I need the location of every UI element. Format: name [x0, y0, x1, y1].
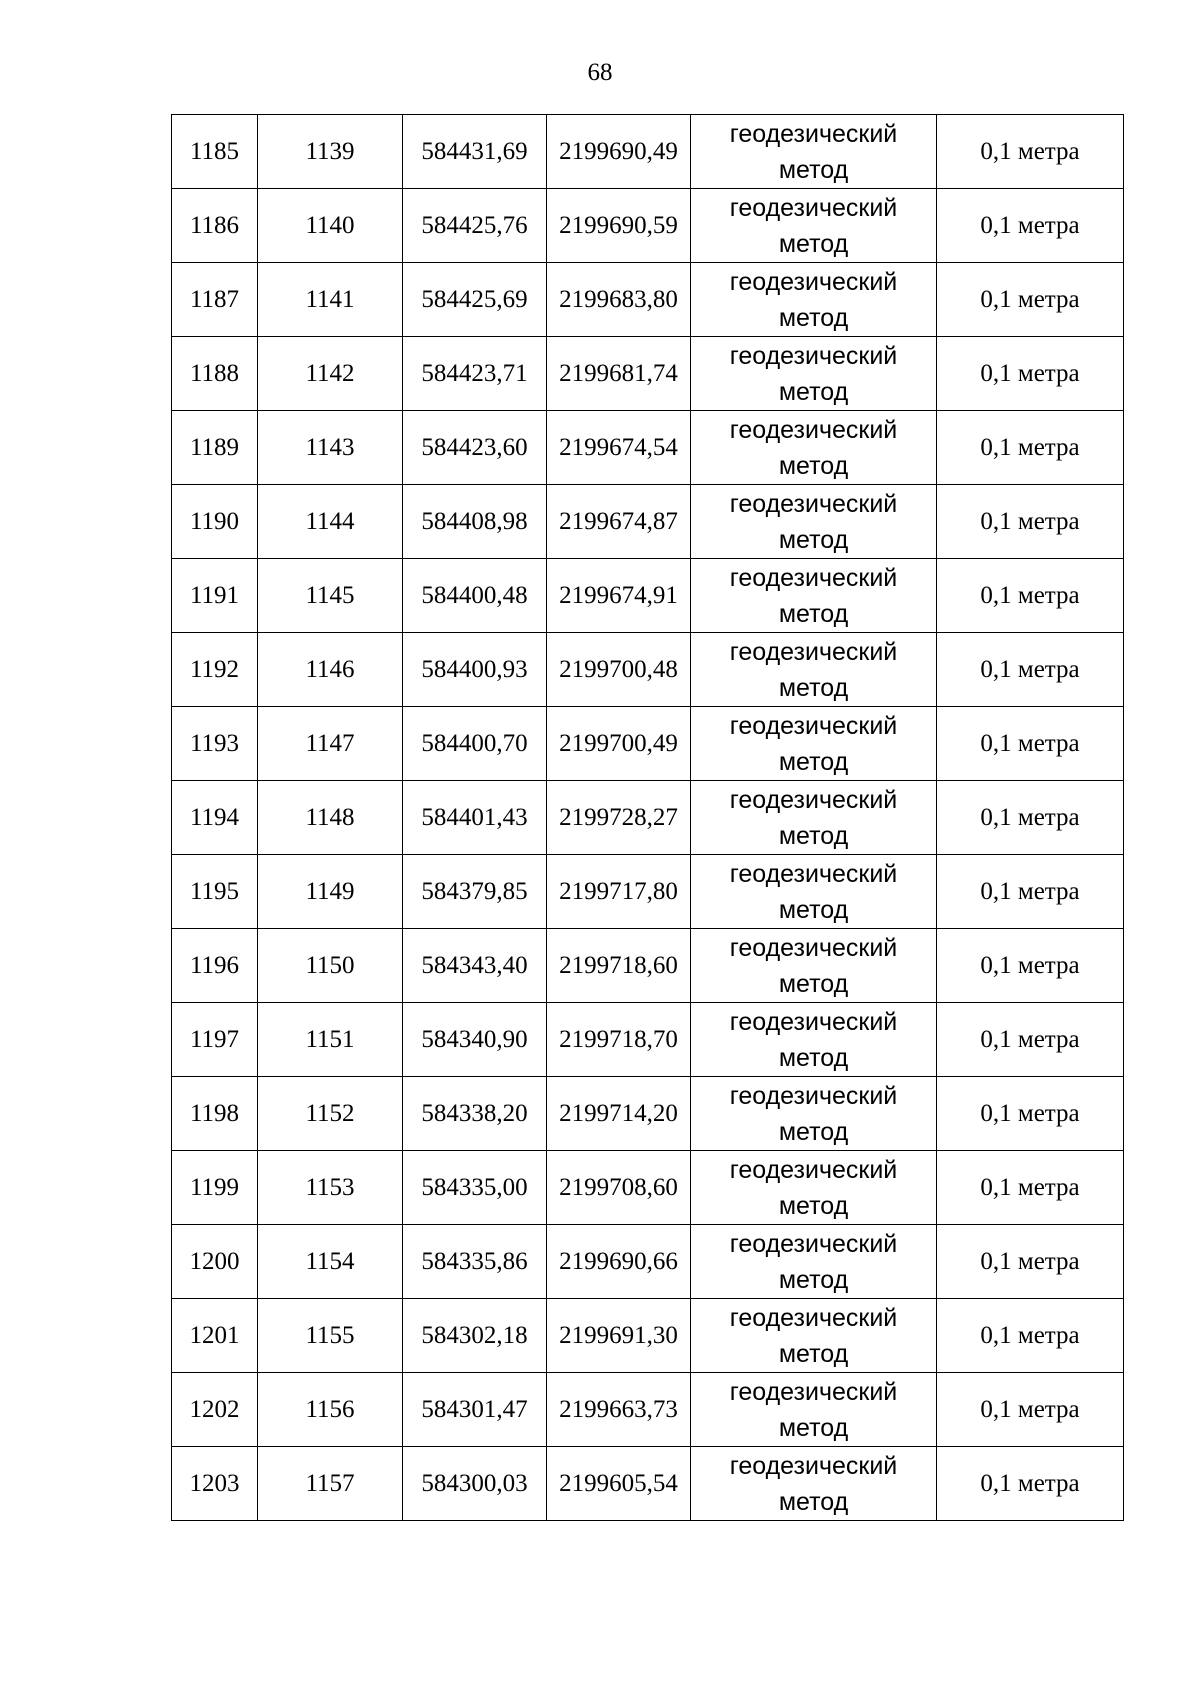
y-coordinate-cell: 2199681,74	[547, 337, 691, 411]
x-coordinate-cell: 584425,69	[403, 263, 547, 337]
method-cell	[691, 1373, 937, 1447]
y-coordinate-cell: 2199691,30	[547, 1299, 691, 1373]
method-text: геодезический метод	[729, 1303, 898, 1368]
method-cell	[691, 485, 937, 559]
x-coordinate-cell: 584425,76	[403, 189, 547, 263]
row-number-cell: 1198	[172, 1077, 258, 1151]
method-text: геодезический метод	[729, 711, 898, 776]
precision-cell: 0,1 метра	[937, 707, 1124, 781]
precision-cell: 0,1 метра	[937, 411, 1124, 485]
y-coordinate-cell: 2199674,54	[547, 411, 691, 485]
y-coordinate-cell: 2199718,70	[547, 1003, 691, 1077]
point-number-cell: 1149	[258, 855, 403, 929]
x-coordinate-cell: 584400,93	[403, 633, 547, 707]
precision-cell: 0,1 метра	[937, 929, 1124, 1003]
method-cell	[691, 337, 937, 411]
row-number-cell: 1189	[172, 411, 258, 485]
x-coordinate-cell: 584400,70	[403, 707, 547, 781]
x-coordinate-cell: 584431,69	[403, 115, 547, 189]
method-text: геодезический метод	[729, 1229, 898, 1294]
method-text: геодезический метод	[729, 1377, 898, 1442]
y-coordinate-cell: 2199690,59	[547, 189, 691, 263]
table-row	[172, 1151, 1124, 1225]
method-cell	[691, 855, 937, 929]
table-row	[172, 485, 1124, 559]
point-number-cell: 1154	[258, 1225, 403, 1299]
precision-cell: 0,1 метра	[937, 337, 1124, 411]
row-number-cell: 1194	[172, 781, 258, 855]
precision-cell: 0,1 метра	[937, 781, 1124, 855]
coordinates-table	[171, 114, 1124, 1521]
method-cell	[691, 1077, 937, 1151]
method-text: геодезический метод	[729, 193, 898, 258]
precision-cell: 0,1 метра	[937, 1151, 1124, 1225]
point-number-cell: 1156	[258, 1373, 403, 1447]
x-coordinate-cell: 584343,40	[403, 929, 547, 1003]
row-number-cell: 1188	[172, 337, 258, 411]
y-coordinate-cell: 2199708,60	[547, 1151, 691, 1225]
method-cell	[691, 1299, 937, 1373]
method-text: геодезический метод	[729, 933, 898, 998]
method-text: геодезический метод	[729, 415, 898, 480]
method-cell	[691, 1003, 937, 1077]
point-number-cell: 1151	[258, 1003, 403, 1077]
page-number: 68	[587, 59, 613, 86]
precision-cell: 0,1 метра	[937, 1447, 1124, 1521]
table-row	[172, 855, 1124, 929]
method-text: геодезический метод	[729, 859, 898, 924]
method-text: геодезический метод	[729, 563, 898, 628]
x-coordinate-cell: 584408,98	[403, 485, 547, 559]
y-coordinate-cell: 2199718,60	[547, 929, 691, 1003]
row-number-cell: 1187	[172, 263, 258, 337]
method-text: геодезический метод	[729, 785, 898, 850]
precision-cell: 0,1 метра	[937, 855, 1124, 929]
x-coordinate-cell: 584301,47	[403, 1373, 547, 1447]
row-number-cell: 1201	[172, 1299, 258, 1373]
method-text: геодезический метод	[729, 267, 898, 332]
y-coordinate-cell: 2199690,66	[547, 1225, 691, 1299]
method-cell	[691, 781, 937, 855]
y-coordinate-cell: 2199714,20	[547, 1077, 691, 1151]
x-coordinate-cell: 584340,90	[403, 1003, 547, 1077]
method-cell	[691, 1151, 937, 1225]
table-row	[172, 559, 1124, 633]
point-number-cell: 1155	[258, 1299, 403, 1373]
row-number-cell: 1196	[172, 929, 258, 1003]
y-coordinate-cell: 2199717,80	[547, 855, 691, 929]
method-cell	[691, 263, 937, 337]
precision-cell: 0,1 метра	[937, 633, 1124, 707]
point-number-cell: 1144	[258, 485, 403, 559]
method-cell	[691, 189, 937, 263]
method-cell	[691, 1447, 937, 1521]
row-number-cell: 1197	[172, 1003, 258, 1077]
table-row	[172, 263, 1124, 337]
precision-cell: 0,1 метра	[937, 263, 1124, 337]
y-coordinate-cell: 2199728,27	[547, 781, 691, 855]
point-number-cell: 1150	[258, 929, 403, 1003]
method-text: геодезический метод	[729, 1451, 898, 1516]
precision-cell: 0,1 метра	[937, 485, 1124, 559]
method-text: геодезический метод	[729, 1155, 898, 1220]
point-number-cell: 1146	[258, 633, 403, 707]
x-coordinate-cell: 584401,43	[403, 781, 547, 855]
x-coordinate-cell: 584335,00	[403, 1151, 547, 1225]
method-text: геодезический метод	[729, 119, 898, 184]
table-row	[172, 633, 1124, 707]
row-number-cell: 1200	[172, 1225, 258, 1299]
y-coordinate-cell: 2199674,87	[547, 485, 691, 559]
table-row	[172, 1373, 1124, 1447]
method-text: геодезический метод	[729, 1007, 898, 1072]
table-row	[172, 1003, 1124, 1077]
method-text: геодезический метод	[729, 637, 898, 702]
x-coordinate-cell: 584379,85	[403, 855, 547, 929]
row-number-cell: 1192	[172, 633, 258, 707]
method-cell	[691, 411, 937, 485]
y-coordinate-cell: 2199674,91	[547, 559, 691, 633]
y-coordinate-cell: 2199700,49	[547, 707, 691, 781]
point-number-cell: 1153	[258, 1151, 403, 1225]
point-number-cell: 1157	[258, 1447, 403, 1521]
table-row	[172, 707, 1124, 781]
method-text: геодезический метод	[729, 341, 898, 406]
point-number-cell: 1140	[258, 189, 403, 263]
y-coordinate-cell: 2199683,80	[547, 263, 691, 337]
x-coordinate-cell: 584400,48	[403, 559, 547, 633]
table-row	[172, 189, 1124, 263]
method-cell	[691, 115, 937, 189]
table-row	[172, 929, 1124, 1003]
row-number-cell: 1185	[172, 115, 258, 189]
precision-cell: 0,1 метра	[937, 1225, 1124, 1299]
point-number-cell: 1142	[258, 337, 403, 411]
point-number-cell: 1145	[258, 559, 403, 633]
x-coordinate-cell: 584302,18	[403, 1299, 547, 1373]
method-cell	[691, 559, 937, 633]
row-number-cell: 1203	[172, 1447, 258, 1521]
precision-cell: 0,1 метра	[937, 1077, 1124, 1151]
method-text: геодезический метод	[729, 1081, 898, 1146]
row-number-cell: 1195	[172, 855, 258, 929]
precision-cell: 0,1 метра	[937, 189, 1124, 263]
y-coordinate-cell: 2199663,73	[547, 1373, 691, 1447]
point-number-cell: 1147	[258, 707, 403, 781]
row-number-cell: 1202	[172, 1373, 258, 1447]
table-row	[172, 411, 1124, 485]
x-coordinate-cell: 584300,03	[403, 1447, 547, 1521]
point-number-cell: 1148	[258, 781, 403, 855]
precision-cell: 0,1 метра	[937, 1003, 1124, 1077]
point-number-cell: 1152	[258, 1077, 403, 1151]
table-row	[172, 1225, 1124, 1299]
table-row	[172, 1447, 1124, 1521]
table-row	[172, 1299, 1124, 1373]
precision-cell: 0,1 метра	[937, 1299, 1124, 1373]
row-number-cell: 1191	[172, 559, 258, 633]
method-cell	[691, 707, 937, 781]
point-number-cell: 1143	[258, 411, 403, 485]
table-row	[172, 1077, 1124, 1151]
point-number-cell: 1139	[258, 115, 403, 189]
y-coordinate-cell: 2199690,49	[547, 115, 691, 189]
table-row	[172, 115, 1124, 189]
table-row	[172, 781, 1124, 855]
row-number-cell: 1186	[172, 189, 258, 263]
x-coordinate-cell: 584335,86	[403, 1225, 547, 1299]
row-number-cell: 1199	[172, 1151, 258, 1225]
x-coordinate-cell: 584423,60	[403, 411, 547, 485]
method-cell	[691, 929, 937, 1003]
row-number-cell: 1193	[172, 707, 258, 781]
y-coordinate-cell: 2199605,54	[547, 1447, 691, 1521]
y-coordinate-cell: 2199700,48	[547, 633, 691, 707]
method-cell	[691, 633, 937, 707]
point-number-cell: 1141	[258, 263, 403, 337]
method-cell	[691, 1225, 937, 1299]
precision-cell: 0,1 метра	[937, 115, 1124, 189]
coordinates-table-body	[172, 115, 1124, 1521]
precision-cell: 0,1 метра	[937, 559, 1124, 633]
method-text: геодезический метод	[729, 489, 898, 554]
precision-cell: 0,1 метра	[937, 1373, 1124, 1447]
row-number-cell: 1190	[172, 485, 258, 559]
x-coordinate-cell: 584338,20	[403, 1077, 547, 1151]
table-row	[172, 337, 1124, 411]
x-coordinate-cell: 584423,71	[403, 337, 547, 411]
